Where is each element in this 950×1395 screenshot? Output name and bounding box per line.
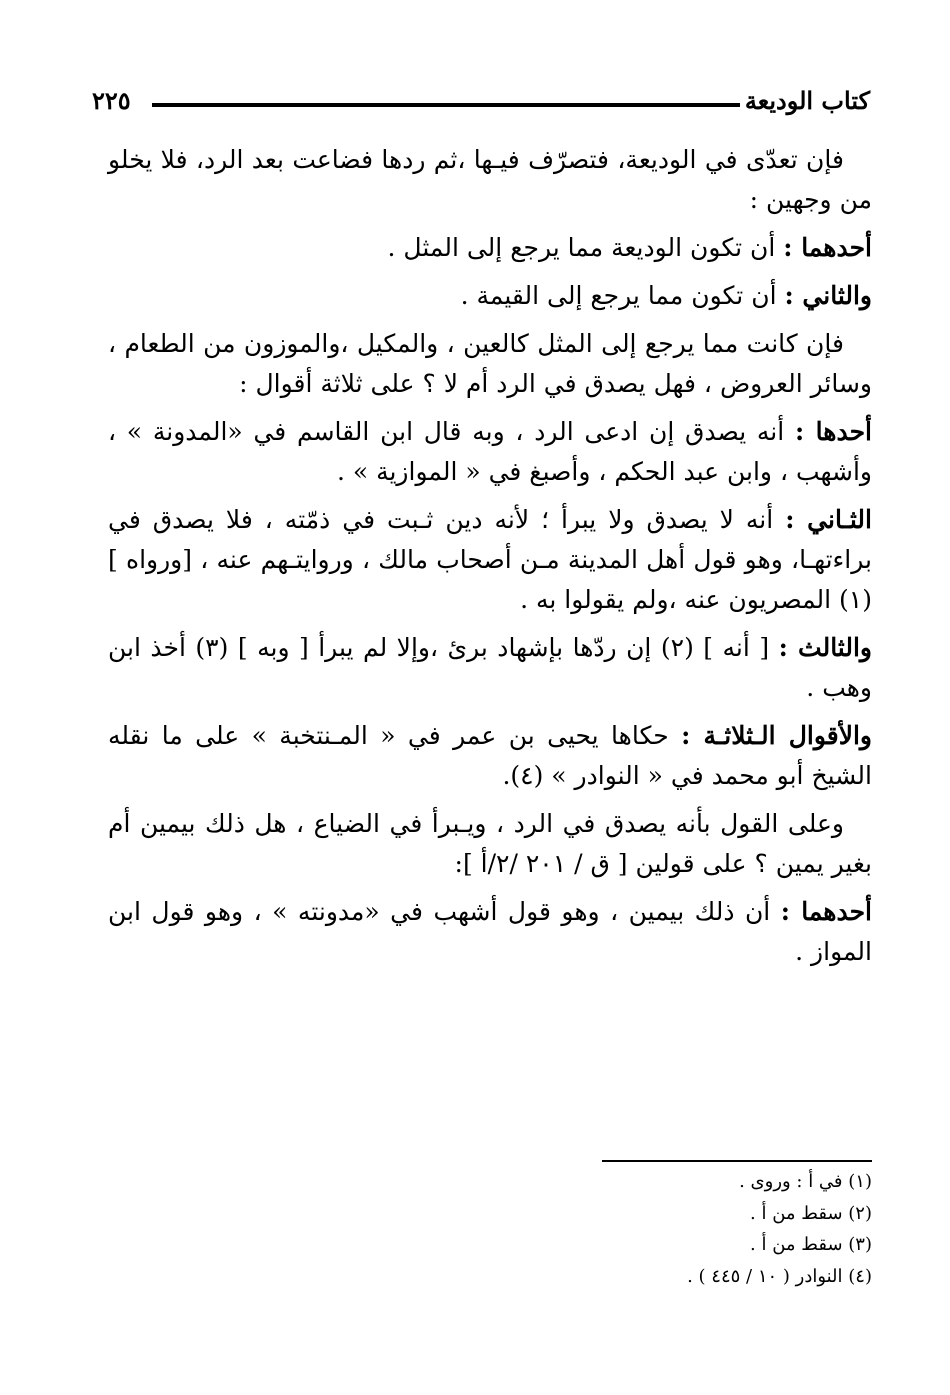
- paragraph-text: [ أنه ] (٢) إن ردّها بإشهاد برئ ،وإلا لم يبرأ [ وبه ] (٣) أخذ ابن وهب .: [108, 633, 872, 702]
- paragraph-1: [108, 140, 872, 220]
- footnote-rule: [602, 1160, 872, 1162]
- running-header: [92, 86, 870, 126]
- paragraph-7: [108, 628, 872, 708]
- paragraph-text: أنه لا يصدق ولا يبرأ ؛ لأنه دين ثـبت في ذمّته ، فلا يصدق في براءتهـا، وهو قول أهل المدينة مـن أصحاب مالك ، وروايتـهم عنه ، [ورواه ] (١) المصريون عنه ،ولم يقولوا به .: [108, 505, 872, 614]
- paragraph-text: وعلى القول بأنه يصدق في الرد ، ويـبرأ في الضياع ، هل ذلك بيمين أم بغير يمين ؟ على قولين [ ق / ٢٠١ /٢/أ ]:: [108, 809, 872, 878]
- paragraph-5: [108, 412, 872, 492]
- paragraph-2: [108, 228, 872, 268]
- footnote-1: (١) في أ : وروى .: [739, 1171, 872, 1192]
- header-rule: [152, 103, 740, 107]
- paragraph-text: حكاها يحيى بن عمر في « المـنتخبة » على ما نقله الشيخ أبو محمد في « النوادر » (٤).: [108, 721, 872, 790]
- paragraph-text: أنه يصدق إن ادعى الرد ، وبه قال ابن القاسم في «المدونة » ، وأشهب ، وابن عبد الحكم ، وأصبغ في « الموازية » .: [108, 417, 872, 486]
- footnote-3: (٣) سقط من أ .: [750, 1234, 872, 1255]
- paragraph-lead: والأقوال الـثلاثـة :: [681, 721, 872, 750]
- paragraph-lead: والثالث :: [778, 633, 872, 662]
- paragraph-6: [108, 500, 872, 620]
- paragraph-lead: الثـاني :: [785, 505, 872, 534]
- paragraph-3: [108, 276, 872, 316]
- paragraph-text: أن تكون مما يرجع إلى القيمة .: [460, 281, 785, 310]
- paragraph-4: [108, 324, 872, 404]
- chapter-title: كتاب الوديعة: [744, 86, 870, 115]
- footnote-4: (٤) النوادر ( ١٠ / ٤٤٥ ) .: [687, 1265, 872, 1287]
- paragraph-text: فإن كانت مما يرجع إلى المثل كالعين ، والمكيل ،والموزون من الطعام ، وسائر العروض ، فهل يصدق في الرد أم لا ؟ على ثلاثة أقوال :: [108, 329, 872, 398]
- main-text: [108, 140, 872, 980]
- paragraph-lead: أحدهما :: [783, 233, 872, 262]
- paragraph-lead: والثاني :: [784, 281, 872, 310]
- paragraph-10: [108, 892, 872, 972]
- paragraph-text: أن ذلك بيمين ، وهو قول أشهب في «مدونته » ، وهو قول ابن المواز .: [108, 897, 872, 966]
- paragraph-lead: أحدها :: [794, 417, 872, 446]
- paragraph-lead: أحدهما :: [780, 897, 872, 926]
- footnotes: [272, 1166, 872, 1292]
- paragraph-8: [108, 716, 872, 796]
- paragraph-9: [108, 804, 872, 884]
- footnote-2: (٢) سقط من أ .: [750, 1202, 872, 1224]
- paragraph-text: فإن تعدّى في الوديعة، فتصرّف فيـها ،ثم ردها فضاعت بعد الرد، فلا يخلو من وجهين :: [108, 145, 872, 214]
- paragraph-text: أن تكون الوديعة مما يرجع إلى المثل .: [387, 233, 784, 262]
- page-number: ٢٢٥: [92, 86, 131, 115]
